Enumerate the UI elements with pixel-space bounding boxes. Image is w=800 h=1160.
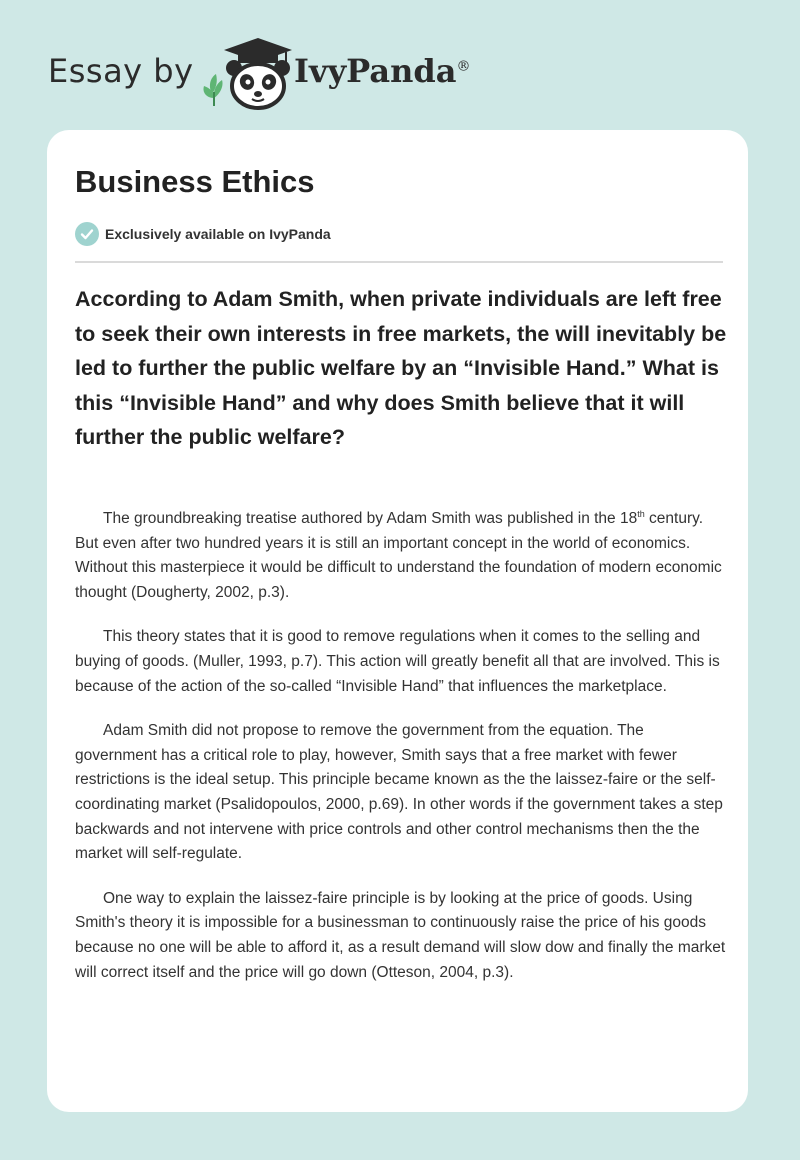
panda-graduate-logo-icon[interactable]	[202, 36, 294, 110]
paragraph-2: This theory states that it is good to remove regulations when it comes to the selling and buying of goods. (Muller, 1993, p.7). This action will greatly benefit all that are involved. This is because of the action of the so-called “Invisible Hand” that influences the marketplace.	[75, 628, 720, 695]
page-title: Business Ethics	[75, 164, 315, 199]
essay-by-label: Essay by	[48, 52, 194, 90]
registered-mark: ®	[456, 58, 471, 75]
site-header	[48, 34, 752, 114]
essay-card	[47, 130, 748, 1112]
paragraph-3: Adam Smith did not propose to remove the government from the equation. The government has a critical role to play, however, Smith says that a free market with fewer restrictions is the ideal setup. This principle became known as the the laissez-faire or the self-coordinating market (Psalidopoulos, 2000, p.69). In other words if the government takes a step backwards and not intervene with price controls and other control mechanisms then the the market will self-regulate.	[75, 722, 723, 863]
paragraph-4: One way to explain the laissez-faire principle is by looking at the price of goods. Using Smith's theory it is impossible for a businessman to continuously raise the price of his goods because no one will be able to afford it, as a result demand will slow dow and finally the market will correct itself and the price will go down (Otteson, 2004, p.3).	[75, 889, 726, 981]
essay-body	[75, 507, 727, 1005]
exclusive-badge-text: Exclusively available on IvyPanda	[105, 226, 331, 242]
exclusive-badge	[75, 222, 331, 246]
check-circle-icon	[75, 222, 99, 246]
essay-question: According to Adam Smith, when private individuals are left free to seek their own interests in free markets, the will inevitably be led to further the public welfare by an “Invisible Hand.” What is this “Invisible Hand” and why does Smith believe that it will further the public welfare?	[75, 287, 727, 449]
title-divider	[75, 261, 723, 263]
superscript-th: th	[637, 508, 645, 519]
paragraph-1: The groundbreaking treatise authored by Adam Smith was published in the 18th century. But even after two hundred years it is still an important concept in the world of economics. Without this masterpiece it would be difficult to understand the foundation of modern economic thought (Dougherty, 2002, p.3).	[75, 508, 722, 601]
brand-name[interactable]: IvyPanda®	[294, 52, 471, 90]
